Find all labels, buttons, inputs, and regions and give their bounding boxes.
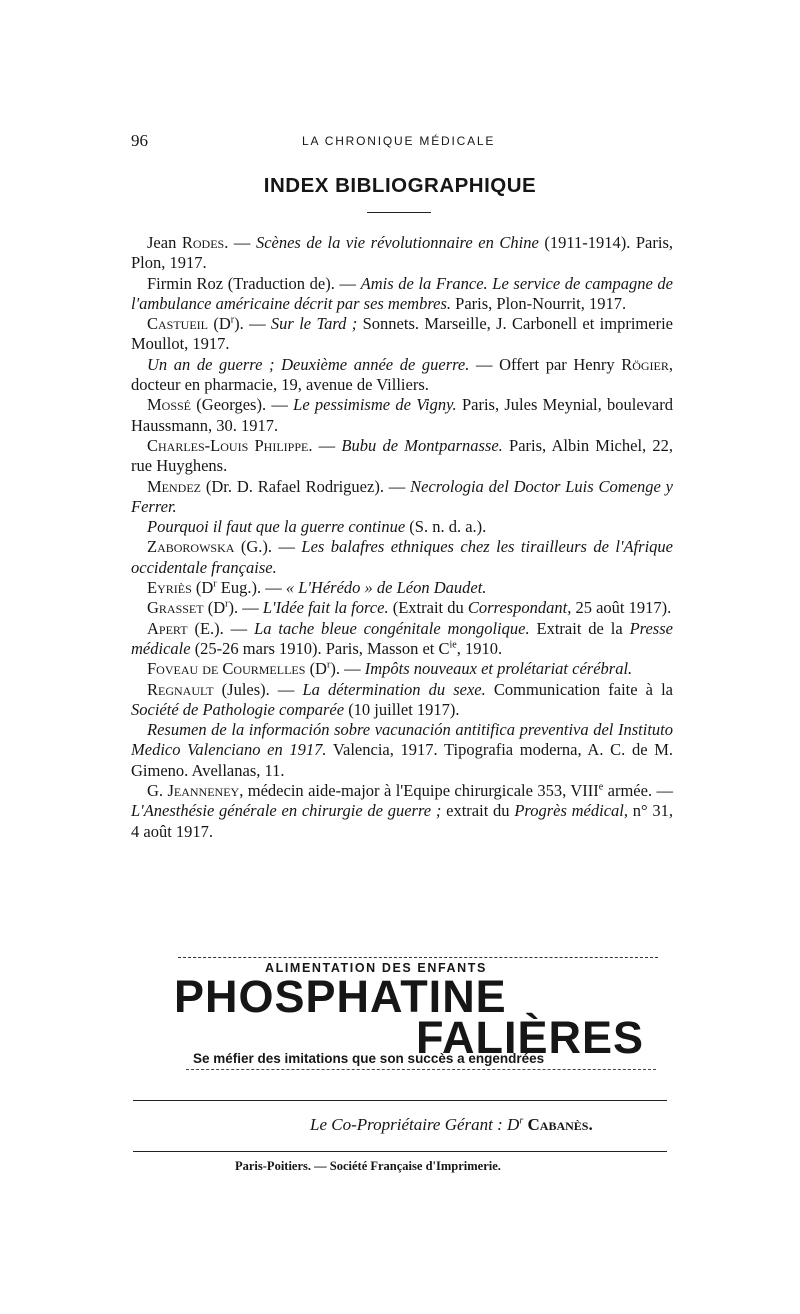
author-name: Apert xyxy=(147,618,188,638)
entry-text: (25-26 mars 1910). Paris, Masson et C xyxy=(190,638,450,658)
bibliography-entry xyxy=(131,233,673,274)
title-divider xyxy=(367,212,431,213)
bibliography-entry xyxy=(131,598,673,618)
entry-text: , 25 août 1917). xyxy=(567,598,672,618)
superscript: r xyxy=(225,598,229,610)
entry-text: Valencia, 1917. Tipografia moderna, A. C. de M. Gimeno. Avellanas, 11. xyxy=(131,740,673,780)
bibliography-entry xyxy=(131,537,673,578)
footer-top-rule xyxy=(133,1100,667,1101)
manager-title-sup: r xyxy=(519,1115,524,1127)
work-title: Sur le Tard ; xyxy=(270,314,358,334)
author-name: Rodes xyxy=(181,233,225,252)
entry-text: (G.). — xyxy=(234,537,302,557)
entry-text: (Extrait du xyxy=(388,598,468,618)
superscript: r xyxy=(326,659,331,671)
author-name: Grasset xyxy=(147,598,204,618)
work-title: Presse médicale xyxy=(131,618,673,658)
bibliography-entry xyxy=(131,355,673,396)
advertisement xyxy=(0,953,800,1078)
author-name: Zaborowska xyxy=(147,537,235,557)
bibliography-entry xyxy=(131,477,673,518)
bibliography-entry xyxy=(131,436,673,477)
entry-text: ). — xyxy=(330,659,365,679)
author-name: Jeanneney xyxy=(167,781,240,801)
author-name: Castueil xyxy=(147,314,208,334)
entry-text: (Dr. D. Rafael Rodriguez). — xyxy=(201,476,411,496)
entry-text: Firmin Roz (Traduction de). — xyxy=(147,273,361,293)
author-name: Eyriès xyxy=(147,578,192,598)
entry-text: (E.). — xyxy=(187,618,255,638)
work-title: Les balafres ethniques chez les tirailleurs de l'Afrique occidentale française. xyxy=(131,537,674,577)
section-title: INDEX BIBLIOGRAPHIQUE xyxy=(263,174,537,197)
entry-text: (1911-1914). Paris, Plon, 1917. xyxy=(131,233,673,273)
entry-text: (D xyxy=(305,659,327,679)
printer-imprint: Paris-Poitiers. — Société Française d'Imprimerie. xyxy=(235,1159,501,1173)
bibliography-entry xyxy=(131,619,673,660)
author-name: Mossé xyxy=(147,395,192,415)
work-title: Correspondant xyxy=(467,598,568,618)
footer-bottom-rule xyxy=(133,1151,667,1152)
manager-label: Le Co-Propriétaire Gérant : D xyxy=(310,1115,520,1134)
entry-text: , 1910. xyxy=(456,638,503,658)
entry-text: Jean xyxy=(147,233,182,252)
work-title: Société de Pathologie comparée xyxy=(131,699,345,719)
work-title: Resumen de la información sobre vacunación antitifica preventiva del Instituto Medico Valenciano en 1917. xyxy=(131,720,673,760)
entry-text: (S. n. d. a.). xyxy=(405,517,487,537)
page-number: 96 xyxy=(131,131,148,150)
bibliography-list xyxy=(131,233,673,842)
bibliography-entry xyxy=(131,314,673,355)
work-title: Necrologia del Doctor Luis Comenge y Ferrer. xyxy=(131,476,673,516)
entry-text: Paris, Jules Meynial, boulevard Haussmann, 30. 1917. xyxy=(131,395,673,435)
manager-line xyxy=(310,1115,593,1135)
author-name: Mendez xyxy=(147,476,201,496)
entry-text: . — xyxy=(308,435,342,455)
bibliography-entry xyxy=(131,395,673,436)
entry-text: Sonnets. Marseille, J. Carbonell et imprimerie Moullot, 1917. xyxy=(131,314,673,354)
ad-tagline: ALIMENTATION DES ENFANTS xyxy=(265,961,487,975)
entry-text: Paris, Albin Michel, 22, rue Huyghens. xyxy=(131,435,674,476)
bibliography-entry xyxy=(131,578,673,598)
entry-text: (D xyxy=(208,314,231,334)
bibliography-entry xyxy=(131,517,673,537)
entry-text: (D xyxy=(191,578,214,598)
bibliography-entry xyxy=(131,720,673,781)
superscript: r xyxy=(230,314,235,326)
work-title: Bubu de Montparnasse. xyxy=(341,435,503,455)
work-title: Scènes de la vie révolutionnaire en Chine xyxy=(255,233,539,252)
work-title: La détermination du sexe. xyxy=(302,679,486,699)
ad-top-rule xyxy=(178,957,658,958)
entry-text: extrait du xyxy=(441,801,515,821)
bibliography-entry xyxy=(131,274,673,315)
work-title: Progrès médical xyxy=(514,801,624,821)
entry-text: . — xyxy=(224,233,256,252)
work-title: Impôts nouveaux et prolétariat cérébral. xyxy=(364,659,633,679)
author-name: Foveau de Courmelles xyxy=(147,659,306,679)
work-title: L'Anesthésie générale en chirurgie de guerre ; xyxy=(131,801,442,821)
superscript: r xyxy=(213,578,217,590)
entry-text: Communication faite à la xyxy=(485,679,673,699)
ad-warning: Se méfier des imitations que son succès a engendrées xyxy=(193,1051,545,1066)
author-name: Rögier xyxy=(621,354,669,374)
bibliography-entry xyxy=(131,781,673,842)
entry-text: armée. — xyxy=(603,781,673,801)
running-head xyxy=(0,131,800,153)
entry-text: , médecin aide-major à l'Equipe chirurgicale 353, VIII xyxy=(239,781,599,801)
entry-text: ). — xyxy=(228,598,263,618)
work-title: Le pessimisme de Vigny. xyxy=(293,395,457,415)
author-name: Charles-Louis Philippe xyxy=(147,435,309,455)
superscript: ie xyxy=(449,639,457,651)
work-title: La tache bleue congénitale mongolique. xyxy=(254,618,530,638)
ad-bottom-rule xyxy=(186,1069,656,1070)
work-title: Un an de guerre ; Deuxième année de guerre. xyxy=(147,354,470,374)
entry-text: , n° 31, 4 août 1917. xyxy=(131,801,673,841)
journal-name: LA CHRONIQUE MÉDICALE xyxy=(302,134,496,148)
entry-text: (Jules). — xyxy=(213,679,303,699)
work-title: Pourquoi il faut que la guerre continue xyxy=(147,517,406,537)
bibliography-entry xyxy=(131,680,673,721)
entry-text: — Offert par Henry xyxy=(469,354,622,374)
entry-text: (10 juillet 1917). xyxy=(344,699,460,719)
entry-text: (D xyxy=(203,598,226,618)
entry-text: Paris, Plon-Nourrit, 1917. xyxy=(451,293,627,313)
ad-brand-name: FALIÈRES xyxy=(416,1012,645,1063)
entry-text: Eug.). — xyxy=(216,578,286,598)
superscript: e xyxy=(598,781,604,793)
work-title: Amis de la France. Le service de campagne de l'ambulance américaine décrit par ses membres. xyxy=(131,273,673,313)
manager-name: Cabanès. xyxy=(523,1115,593,1134)
author-name: Regnault xyxy=(147,679,214,699)
entry-text: (Georges). — xyxy=(191,395,294,415)
entry-text: G. xyxy=(147,781,168,801)
entry-text: ). — xyxy=(234,314,271,334)
work-title: L'Idée fait la force. xyxy=(262,598,389,618)
ad-product-name: PHOSPHATINE xyxy=(174,971,507,1022)
entry-text: , docteur en pharmacie, 19, avenue de Villiers. xyxy=(131,354,673,395)
work-title: « L'Hérédo » de Léon Daudet. xyxy=(285,578,487,598)
entry-text: Extrait de la xyxy=(529,618,630,638)
bibliography-entry xyxy=(131,659,673,679)
